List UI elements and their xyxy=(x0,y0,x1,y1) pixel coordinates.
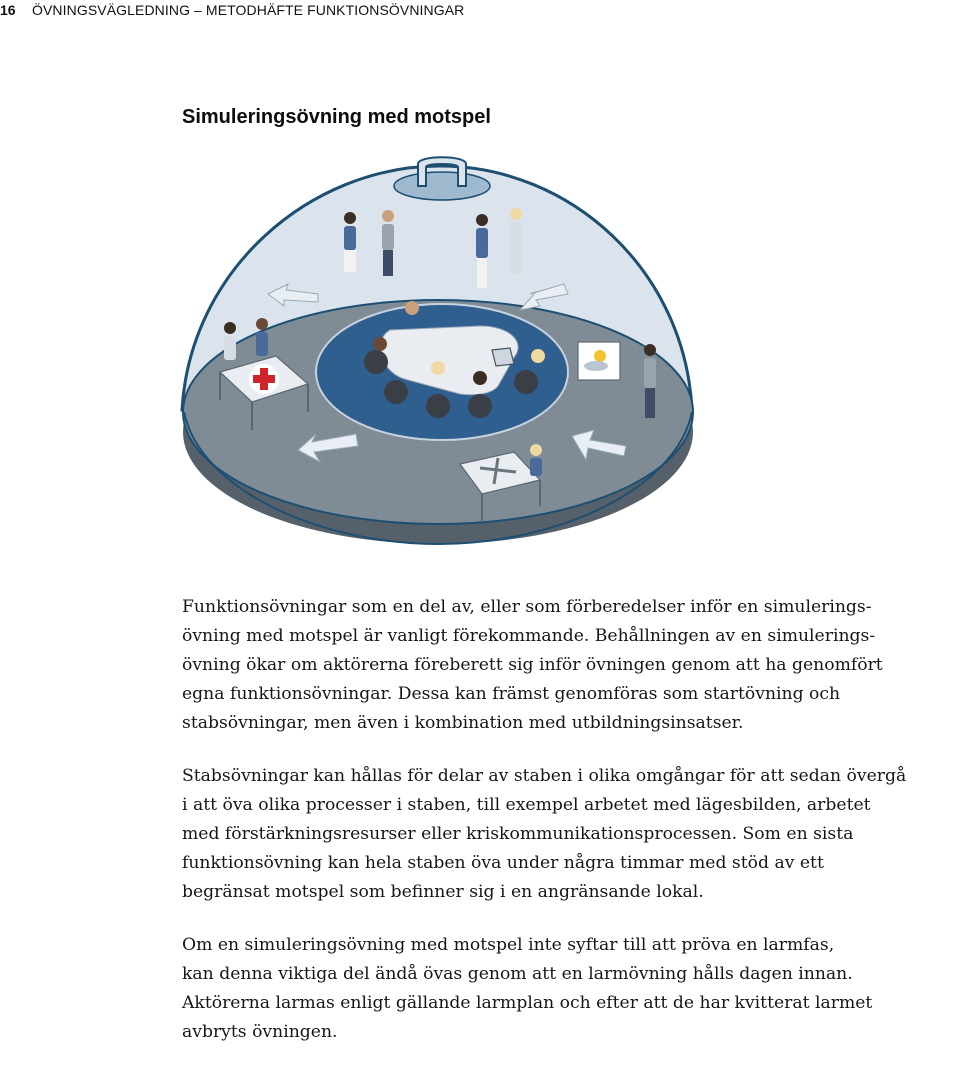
person-head-icon xyxy=(531,349,545,363)
running-title: ÖVNINGSVÄGLEDNING – METODHÄFTE FUNKTIONSÖVNINGAR xyxy=(32,2,465,18)
chair-icon xyxy=(514,370,538,394)
text-line: kan denna viktiga del ändå övas genom att en larmövning hålls dagen innan. xyxy=(182,964,853,984)
text-line: övning med motspel är vanligt förekommande. Behållningen av en simulerings- xyxy=(182,626,876,646)
standing-person-icon xyxy=(382,210,394,276)
page-number: 16 xyxy=(0,2,16,18)
paragraph xyxy=(182,931,960,1047)
seated-person-icon xyxy=(530,444,542,476)
text-line: stabsövningar, men även i kombination med utbildningsinsatser. xyxy=(182,713,744,733)
standing-person-icon xyxy=(510,208,522,274)
chair-icon xyxy=(426,394,450,418)
text-line: Om en simuleringsövning med motspel inte syftar till att pröva en larmfas, xyxy=(182,935,835,955)
person-head-icon xyxy=(373,337,387,351)
text-line: funktionsövning kan hela staben öva under några timmar med stöd av ett xyxy=(182,853,824,873)
chair-icon xyxy=(468,394,492,418)
section-title: Simuleringsövning med motspel xyxy=(182,106,491,128)
person-head-icon xyxy=(431,361,445,375)
chair-icon xyxy=(384,380,408,404)
paragraph xyxy=(182,593,960,738)
dome-handle-base-icon xyxy=(394,172,490,200)
text-line: i att öva olika processer i staben, till exempel arbetet med lägesbilden, arbetet xyxy=(182,795,871,815)
exercise-dome-illustration xyxy=(180,150,700,550)
text-line: Funktionsövningar som en del av, eller som förberedelser inför en simulerings- xyxy=(182,597,872,617)
standing-person-icon xyxy=(224,322,236,360)
chair-icon xyxy=(364,350,388,374)
text-line: Aktörerna larmas enligt gällande larmplan och efter att de har kvitterat larmet xyxy=(182,993,873,1013)
text-line: Stabsövningar kan hållas för delar av staben i olika omgångar för att sedan övergå xyxy=(182,766,907,786)
text-line: egna funktionsövningar. Dessa kan främst genomföras som startövning och xyxy=(182,684,841,704)
text-line: övning ökar om aktörerna föreberett sig inför övningen genom att ha genomfört xyxy=(182,655,883,675)
standing-person-icon xyxy=(256,318,268,356)
paragraph xyxy=(182,762,960,907)
laptop-icon xyxy=(492,348,514,366)
text-line: med förstärkningsresurser eller kriskommunikationsprocessen. Som en sista xyxy=(182,824,854,844)
person-head-icon xyxy=(405,301,419,315)
text-line: begränsat motspel som befinner sig i en angränsande lokal. xyxy=(182,882,704,902)
person-head-icon xyxy=(473,371,487,385)
text-line: avbryts övningen. xyxy=(182,1022,338,1042)
standing-person-icon xyxy=(344,212,356,272)
body-text xyxy=(182,593,960,1071)
